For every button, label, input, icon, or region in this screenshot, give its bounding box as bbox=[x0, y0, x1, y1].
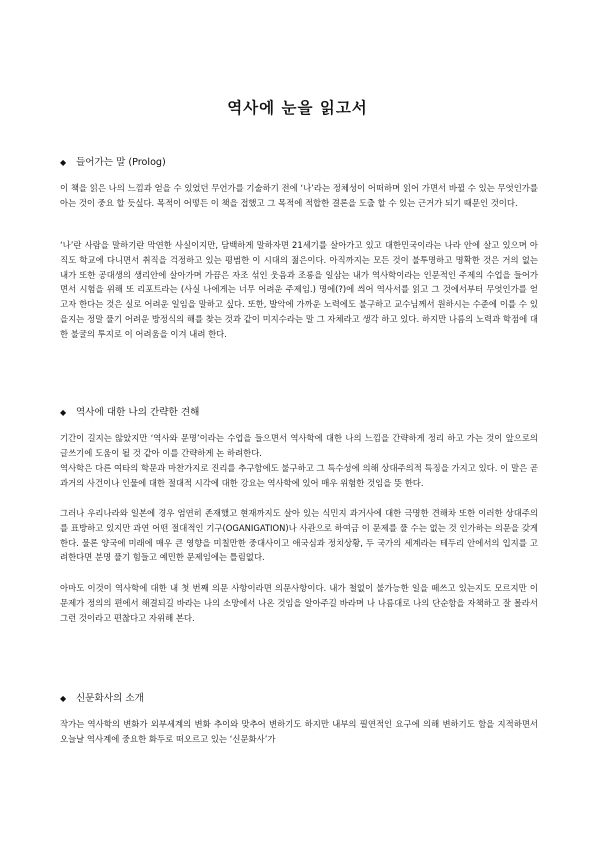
paragraph: 역사학은 다른 여타의 학문과 마찬가지로 진리를 추구함에도 불구하고 그 특수성에 의해 상대주의적 특징을 가지고 있다. 이 말은 곧 과거의 사건이나 인물에 대한 절대적 시각에 대한 강요는 역사학에 있어 매우 위험한 것임을 뜻 한다. bbox=[60, 463, 538, 488]
diamond-icon: ◆ bbox=[60, 158, 67, 167]
diamond-icon: ◆ bbox=[60, 694, 67, 703]
paragraph: 이 책을 읽은 나의 느낌과 얻을 수 있었던 무언가를 기술하기 전에 ‘나’라는 정체성이 어떠하며 읽어 가면서 바뀔 수 있는 무엇인가를 아는 것이 중요 할 듯싶다. 목적이 어떻든 이 책을 접했고 그 목적에 적합한 결론을 도출 할 수 있는 근거가 되기 때문인 것이다. bbox=[60, 183, 538, 208]
paragraph: ‘나’란 사람을 말하기란 막연한 사실이지만, 담백하게 말하자면 21세기를 살아가고 있고 대한민국이라는 나라 안에 살고 있으며 아직도 학교에 다니면서 취직을 걱정하고 있는 평범한 이 시대의 젊은이다. 아직까지는 모든 것이 불투명하고 명확한 것은 거의 없는 내가 또한 공대생의 생리안에 살아가며 가끔은 자조 섞인 웃음과 조롱을 일삼는 내가 역사학이라는 인문적인 주제의 수업을 들어가면서 시험을 위해 또 리포트라는 (사실 나에게는 너무 어려운 주제임.) 명에(?)에 씌어 역사서를 읽고 그 것에서부터 무엇인가를 얻고자 한다는 것은 실로 어려운 일임을 말하고 싶다. 또한, 발악에 가까운 노력에도 불구하고 교수님께서 원하시는 수준에 이를 수 있을지는 정말 풀기 어려운 방정식의 해를 찾는 것과 같이 미지수라는 말 그 자체라고 생각 하고 있다. 하지만 나름의 노력과 학점에 대한 불굴의 투지로 이 어려움을 이겨 내려 한다. bbox=[60, 240, 538, 339]
paragraph: 기간이 길지는 않았지만 ‘역사와 문명’이라는 수업을 들으면서 역사학에 대한 나의 느낌을 간략하게 정리 하고 가는 것이 앞으로의 글쓰기에 도움이 될 것 같아 이를 간략하게 논 하려한다. bbox=[60, 433, 538, 458]
section-heading-text: 역사에 대한 나의 간략한 견해 bbox=[76, 407, 200, 418]
section-heading-new-cultural-history bbox=[60, 690, 144, 704]
document-title: 역사에 눈을 읽고서 bbox=[227, 99, 368, 117]
section-heading-text: 신문화사의 소개 bbox=[76, 693, 144, 704]
paragraph: 작가는 역사학의 변화가 외부세계의 변화 추이와 맞추어 변하기도 하지만 내부의 필연적인 요구에 의해 변하기도 함을 지적하면서 오늘날 역사계에 중요한 화두로 떠오르고 있는 ‘신문화사’가 bbox=[60, 719, 538, 744]
section-heading-prolog bbox=[60, 154, 166, 168]
paragraph: 그러나 우리나라와 일본에 경우 엄연히 존재했고 현재까지도 살아 있는 식민지 과거사에 대한 극명한 견해차 또한 이러한 상대주의를 표방하고 있지만 과연 어떤 절대적인 기구(OGANIGATION)나 사관으로 하여금 이 문제를 풀 수는 없는 것 인가하는 의문을 갖게 한다. 물론 양국에 미래에 매우 큰 영향을 미칠만한 중대사이고 애국심과 정치상황, 두 국가의 세계라는 테두리 안에서의 입지를 고려한다면 분명 풀기 힘들고 예민한 문제임에는 틀림없다. bbox=[60, 508, 538, 563]
diamond-icon: ◆ bbox=[60, 408, 67, 417]
section-heading-text: 들어가는 말 (Prolog) bbox=[76, 157, 166, 168]
paragraph: 아마도 이것이 역사학에 대한 내 첫 번째 의문 사항이라면 의문사항이다. 내가 철없이 불가능한 일을 떼쓰고 있는지도 모르지만 이 문제가 정의의 편에서 해결되길 바라는 나의 소망에서 나온 것임을 알아주길 바라며 나 나름대로 나의 단순함을 자책하고 잘 몰라서 그런 것이라고 편찮다고 자위해 본다. bbox=[60, 583, 538, 623]
section-heading-view bbox=[60, 404, 199, 418]
